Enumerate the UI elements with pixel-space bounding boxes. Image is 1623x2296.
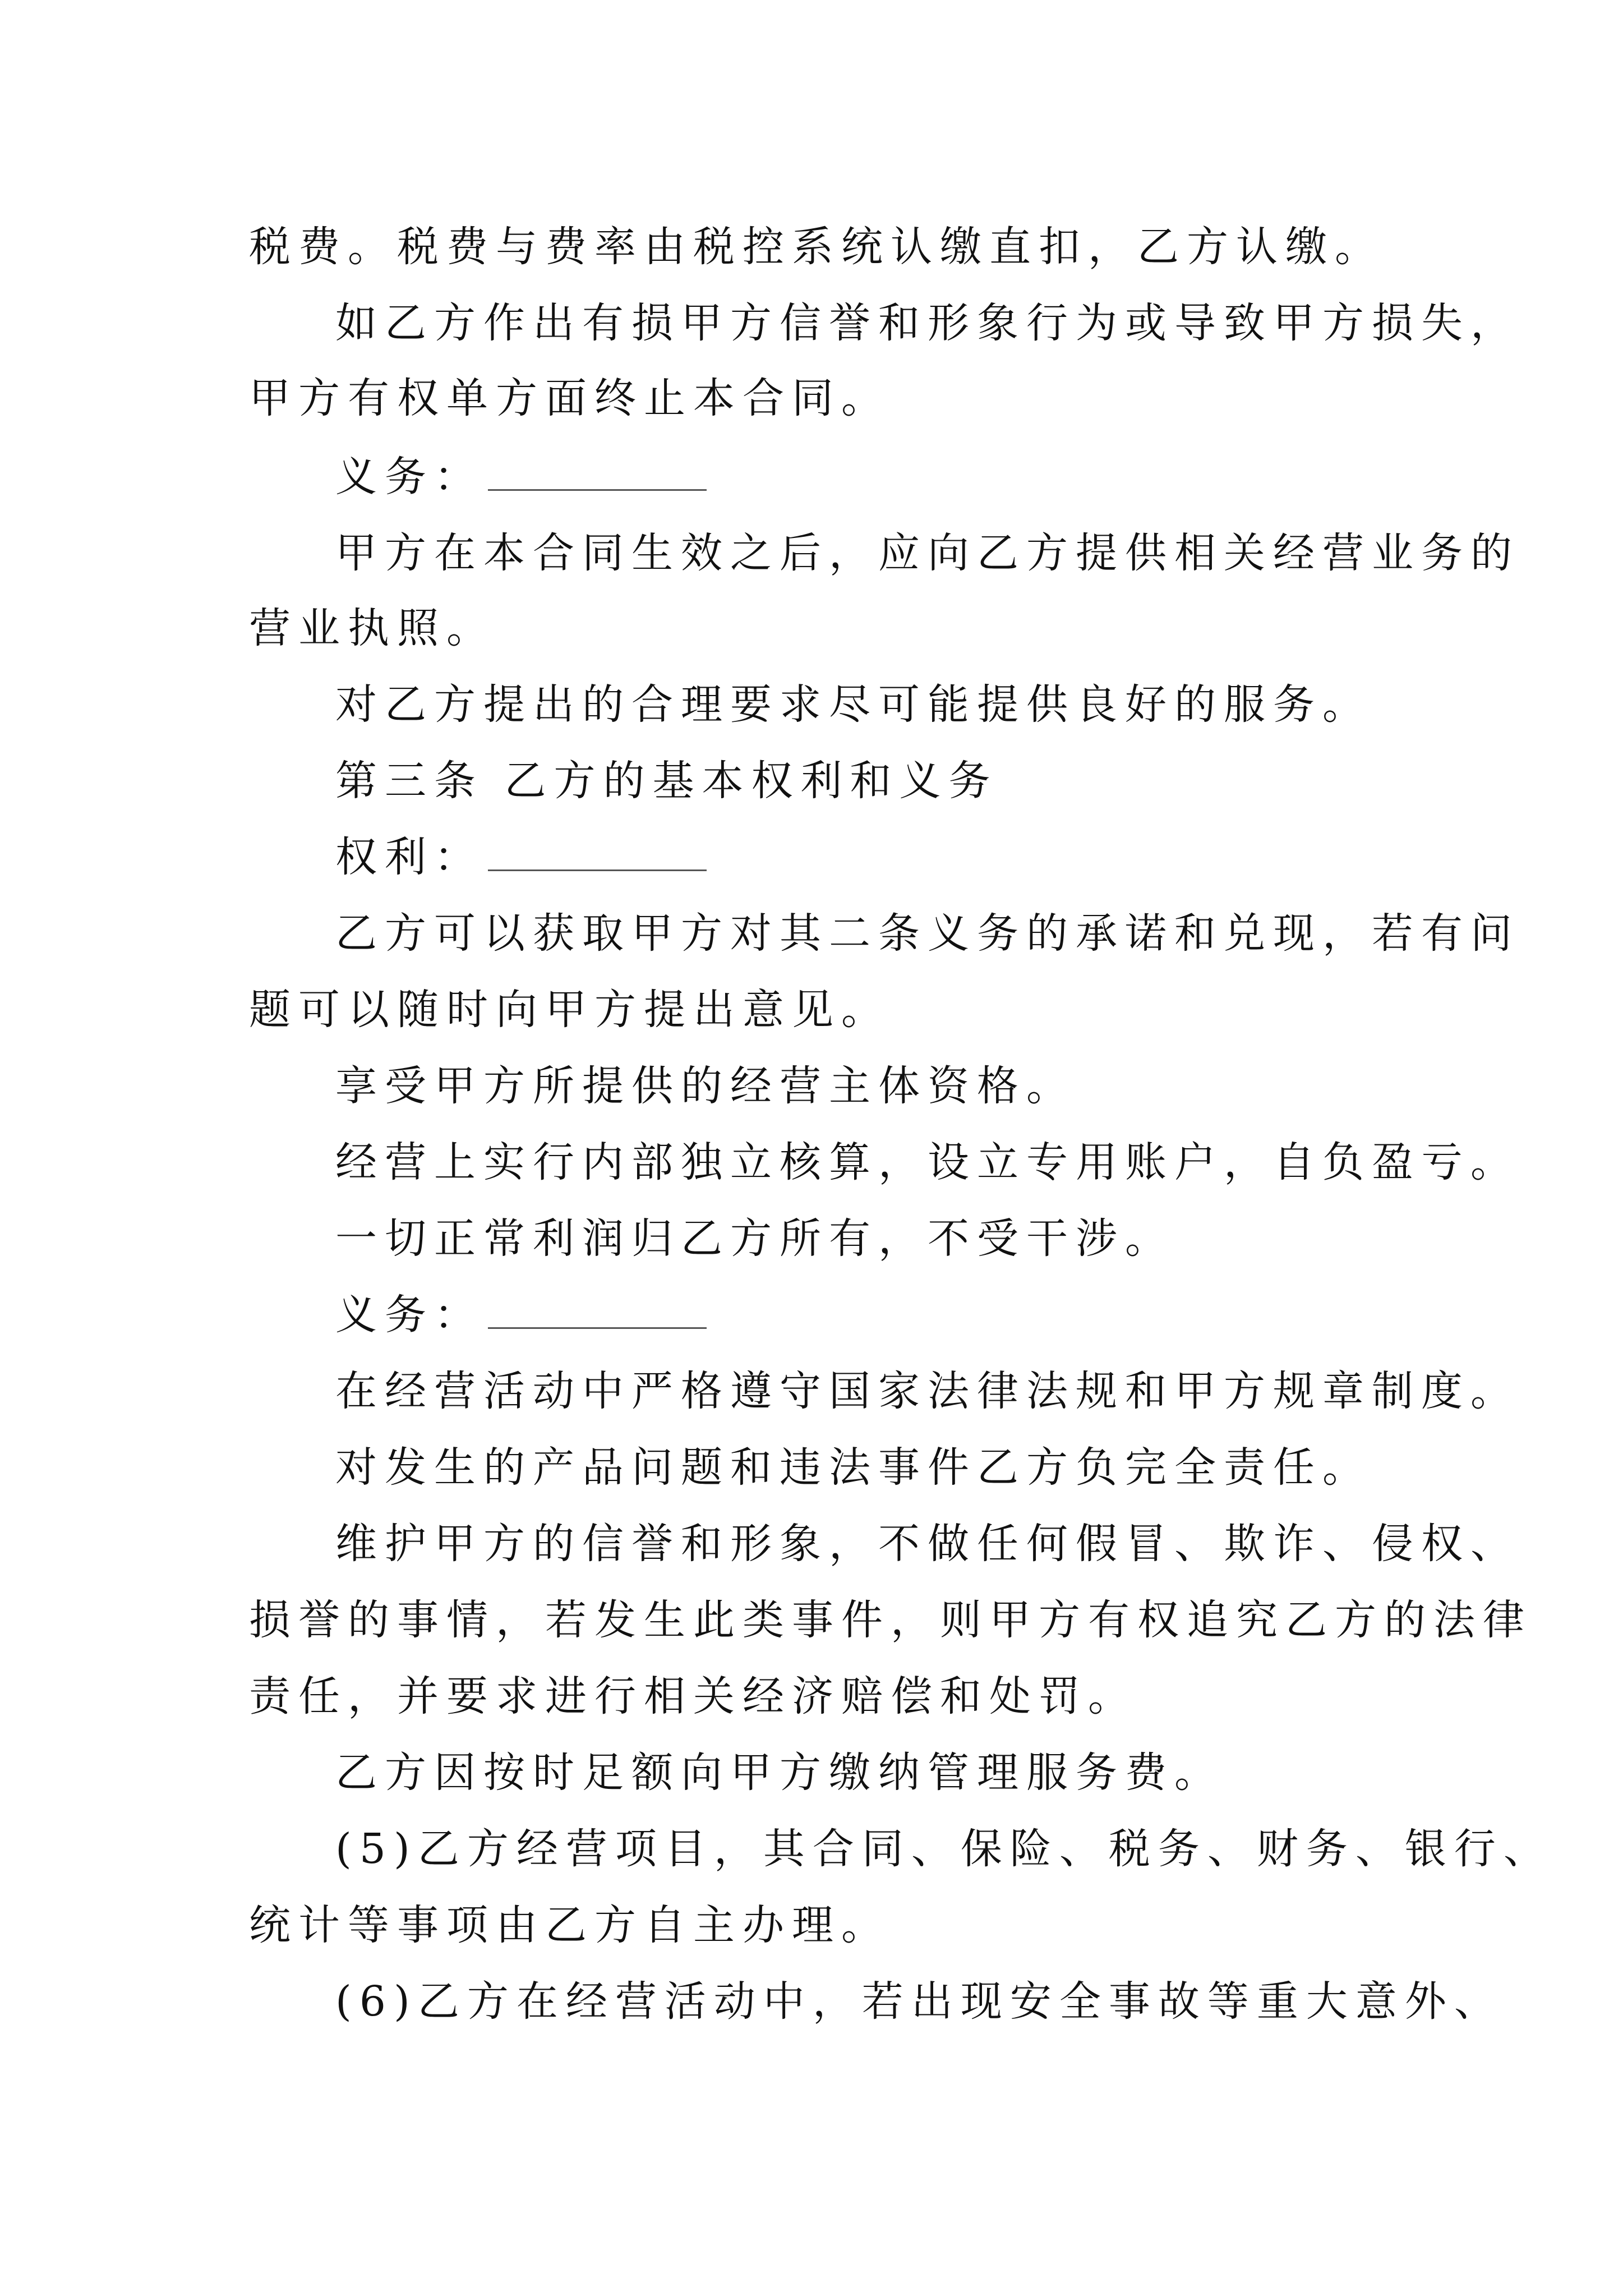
section-heading: 第三条 乙方的基本权利和义务 <box>335 757 998 805</box>
text-line: 税费。税费与费率由税控系统认缴直扣，乙方认缴。 <box>249 223 1384 271</box>
text-line: 责任，并要求进行相关经济赔偿和处罚。 <box>249 1672 1137 1720</box>
fill-in-blank <box>488 1325 707 1329</box>
text-line: 经营上实行内部独立核算，设立专用账户，自负盈亏。 <box>335 1138 1520 1186</box>
text-line: 维护甲方的信誉和形象，不做任何假冒、欺诈、侵权、 <box>335 1520 1520 1568</box>
text-line: 损誉的事情，若发生此类事件，则甲方有权追究乙方的法律 <box>249 1596 1532 1644</box>
text-line: 一切正常利润归乙方所有，不受干涉。 <box>335 1214 1174 1263</box>
text-line: 乙方可以获取甲方对其二条义务的承诺和兑现，若有问 <box>335 909 1520 958</box>
text-line: 如乙方作出有损甲方信誉和形象行为或导致甲方损失， <box>335 299 1520 347</box>
text-line: 乙方因按时足额向甲方缴纳管理服务费。 <box>335 1749 1224 1797</box>
obligations-label: 义务： <box>335 1291 483 1339</box>
text-line: 对发生的产品问题和违法事件乙方负完全责任。 <box>335 1443 1372 1492</box>
text-line: 甲方在本合同生效之后，应向乙方提供相关经营业务的 <box>335 529 1520 577</box>
text-line: 对乙方提出的合理要求尽可能提供良好的服务。 <box>335 680 1372 729</box>
obligations-label-row <box>335 449 707 505</box>
obligations-label: 义务： <box>335 453 483 501</box>
text-line: (6)乙方在经营活动中，若出现安全事故等重大意外、 <box>335 1977 1504 2026</box>
text-line: (5)乙方经营项目，其合同、保险、税务、财务、银行、 <box>335 1825 1553 1873</box>
text-line: 甲方有权单方面终止本合同。 <box>249 374 891 422</box>
text-line: 在经营活动中严格遵守国家法律法规和甲方规章制度。 <box>335 1367 1520 1415</box>
text-line: 题可以随时向甲方提出意见。 <box>249 986 891 1034</box>
text-line: 统计等事项由乙方自主办理。 <box>249 1901 891 1949</box>
rights-label: 权利： <box>335 833 483 881</box>
text-line: 营业执照。 <box>249 604 496 652</box>
obligations-label-row <box>335 1287 707 1343</box>
fill-in-blank <box>488 487 707 491</box>
fill-in-blank <box>488 867 707 871</box>
text-line: 享受甲方所提供的经营主体资格。 <box>335 1062 1076 1110</box>
rights-label-row <box>335 829 707 885</box>
